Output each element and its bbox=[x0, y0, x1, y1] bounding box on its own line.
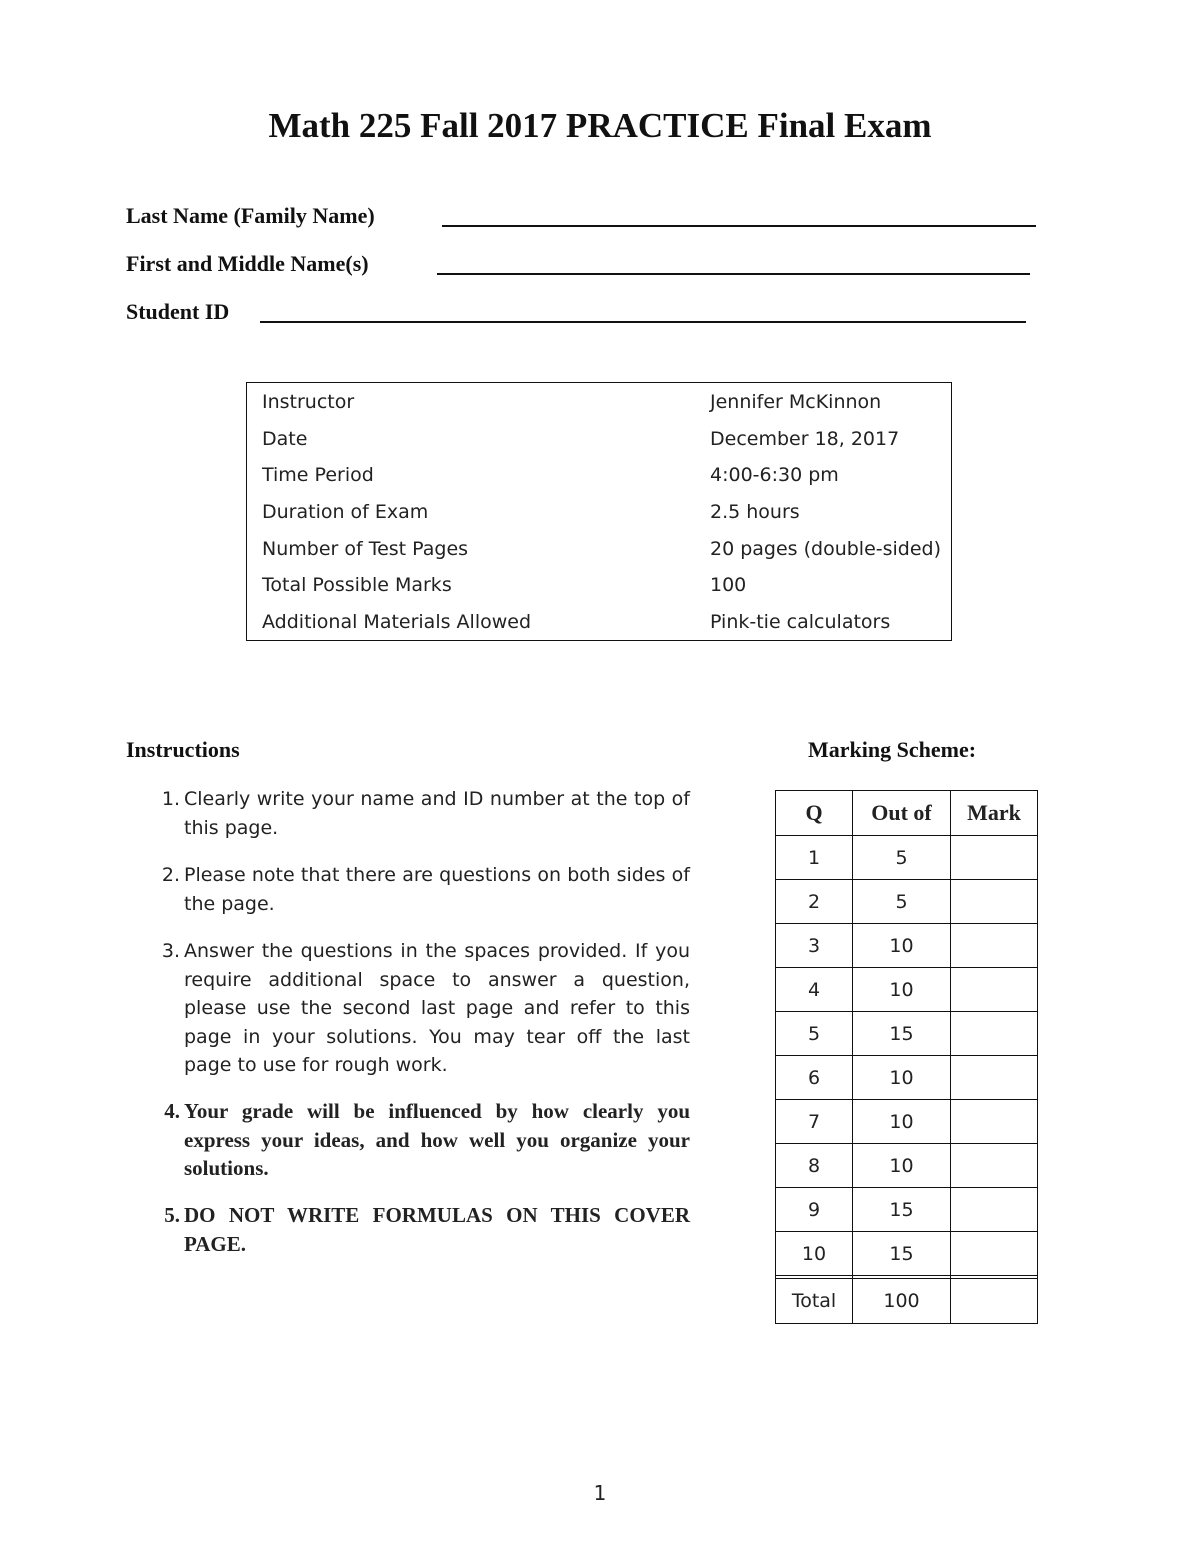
question-number: 4 bbox=[776, 968, 853, 1012]
instruction-item bbox=[150, 1201, 695, 1259]
table-row bbox=[776, 1188, 1038, 1232]
total-label: Total bbox=[776, 1279, 853, 1324]
student-id-line[interactable] bbox=[260, 321, 1026, 323]
instruction-text: Answer the questions in the spaces provided. If you require additional space to answer a question, please use the second last page and refer to this page in your solutions. You may tear off the last page to use for rough work. bbox=[184, 940, 690, 1076]
instruction-item bbox=[150, 785, 695, 843]
instruction-text: Your grade will be influenced by how clearly you express your ideas, and how well you organize your solutions. bbox=[184, 1099, 690, 1180]
mark-cell[interactable] bbox=[951, 1012, 1038, 1056]
table-row bbox=[776, 836, 1038, 880]
info-value: Jennifer McKinnon bbox=[710, 391, 882, 413]
table-row bbox=[776, 1056, 1038, 1100]
info-key: Total Possible Marks bbox=[262, 574, 452, 596]
info-value: 100 bbox=[710, 574, 747, 596]
header-q: Q bbox=[776, 791, 853, 836]
question-number: 10 bbox=[776, 1232, 853, 1276]
out-of-value: 15 bbox=[853, 1188, 951, 1232]
exam-info-box bbox=[246, 382, 952, 641]
last-name-line[interactable] bbox=[442, 225, 1036, 227]
info-key: Time Period bbox=[262, 464, 374, 486]
table-row bbox=[776, 1144, 1038, 1188]
mark-cell[interactable] bbox=[951, 1232, 1038, 1276]
out-of-value: 5 bbox=[853, 880, 951, 924]
info-row bbox=[247, 532, 951, 568]
table-header-row bbox=[776, 791, 1038, 836]
total-mark-cell[interactable] bbox=[951, 1279, 1038, 1324]
info-key: Date bbox=[262, 428, 308, 450]
mark-cell[interactable] bbox=[951, 1100, 1038, 1144]
student-id-field[interactable] bbox=[126, 299, 1028, 329]
question-number: 7 bbox=[776, 1100, 853, 1144]
instruction-number: 3. bbox=[161, 940, 180, 962]
mark-cell[interactable] bbox=[951, 836, 1038, 880]
question-number: 3 bbox=[776, 924, 853, 968]
info-value: 2.5 hours bbox=[710, 501, 800, 523]
first-name-label: First and Middle Name(s) bbox=[126, 251, 369, 276]
instruction-number: 5. bbox=[164, 1203, 180, 1227]
info-value: December 18, 2017 bbox=[710, 428, 900, 450]
mark-cell[interactable] bbox=[951, 1056, 1038, 1100]
mark-cell[interactable] bbox=[951, 1144, 1038, 1188]
out-of-value: 5 bbox=[853, 836, 951, 880]
table-row bbox=[776, 1100, 1038, 1144]
question-number: 1 bbox=[776, 836, 853, 880]
info-key: Number of Test Pages bbox=[262, 538, 469, 560]
info-row bbox=[247, 605, 951, 641]
info-row bbox=[247, 385, 951, 421]
info-value: 20 pages (double-sided) bbox=[710, 538, 942, 560]
total-out-of: 100 bbox=[853, 1279, 951, 1324]
mark-cell[interactable] bbox=[951, 968, 1038, 1012]
header-out-of: Out of bbox=[853, 791, 951, 836]
exam-title: Math 225 Fall 2017 PRACTICE Final Exam bbox=[268, 106, 932, 145]
student-id-label: Student ID bbox=[126, 299, 230, 324]
table-row bbox=[776, 1232, 1038, 1276]
page-number: 1 bbox=[593, 1481, 607, 1505]
total-row bbox=[776, 1279, 1038, 1324]
instruction-number: 2. bbox=[161, 864, 180, 886]
out-of-value: 10 bbox=[853, 1144, 951, 1188]
info-row bbox=[247, 568, 951, 604]
question-number: 8 bbox=[776, 1144, 853, 1188]
instruction-text: Please note that there are questions on both sides of the page. bbox=[184, 864, 690, 915]
out-of-value: 15 bbox=[853, 1012, 951, 1056]
info-key: Additional Materials Allowed bbox=[262, 611, 532, 633]
instruction-text: Clearly write your name and ID number at the top of this page. bbox=[184, 788, 690, 839]
table-row bbox=[776, 968, 1038, 1012]
instruction-item bbox=[150, 1097, 695, 1183]
info-row bbox=[247, 458, 951, 494]
info-value: 4:00-6:30 pm bbox=[710, 464, 839, 486]
out-of-value: 10 bbox=[853, 968, 951, 1012]
last-name-label: Last Name (Family Name) bbox=[126, 203, 375, 228]
out-of-value: 10 bbox=[853, 924, 951, 968]
header-mark: Mark bbox=[951, 791, 1038, 836]
info-value: Pink-tie calculators bbox=[710, 611, 891, 633]
instruction-number: 1. bbox=[161, 788, 180, 810]
marking-scheme-table bbox=[775, 790, 1038, 1324]
marking-scheme-heading: Marking Scheme: bbox=[808, 737, 977, 762]
table-row bbox=[776, 924, 1038, 968]
mark-cell[interactable] bbox=[951, 880, 1038, 924]
table-row bbox=[776, 1012, 1038, 1056]
info-row bbox=[247, 495, 951, 531]
info-key: Instructor bbox=[262, 391, 355, 413]
instruction-text: DO NOT WRITE FORMULAS ON THIS COVER PAGE. bbox=[184, 1203, 690, 1256]
first-name-line[interactable] bbox=[437, 273, 1030, 275]
instruction-item bbox=[150, 861, 695, 919]
out-of-value: 15 bbox=[853, 1232, 951, 1276]
instructions-heading: Instructions bbox=[126, 737, 240, 762]
info-key: Duration of Exam bbox=[262, 501, 429, 523]
question-number: 6 bbox=[776, 1056, 853, 1100]
info-row bbox=[247, 422, 951, 458]
table-row bbox=[776, 880, 1038, 924]
instruction-item bbox=[150, 937, 695, 1081]
mark-cell[interactable] bbox=[951, 1188, 1038, 1232]
first-name-field[interactable] bbox=[126, 251, 1032, 281]
question-number: 2 bbox=[776, 880, 853, 924]
mark-cell[interactable] bbox=[951, 924, 1038, 968]
question-number: 5 bbox=[776, 1012, 853, 1056]
out-of-value: 10 bbox=[853, 1056, 951, 1100]
question-number: 9 bbox=[776, 1188, 853, 1232]
instruction-number: 4. bbox=[164, 1099, 180, 1123]
out-of-value: 10 bbox=[853, 1100, 951, 1144]
last-name-field[interactable] bbox=[126, 203, 1038, 233]
